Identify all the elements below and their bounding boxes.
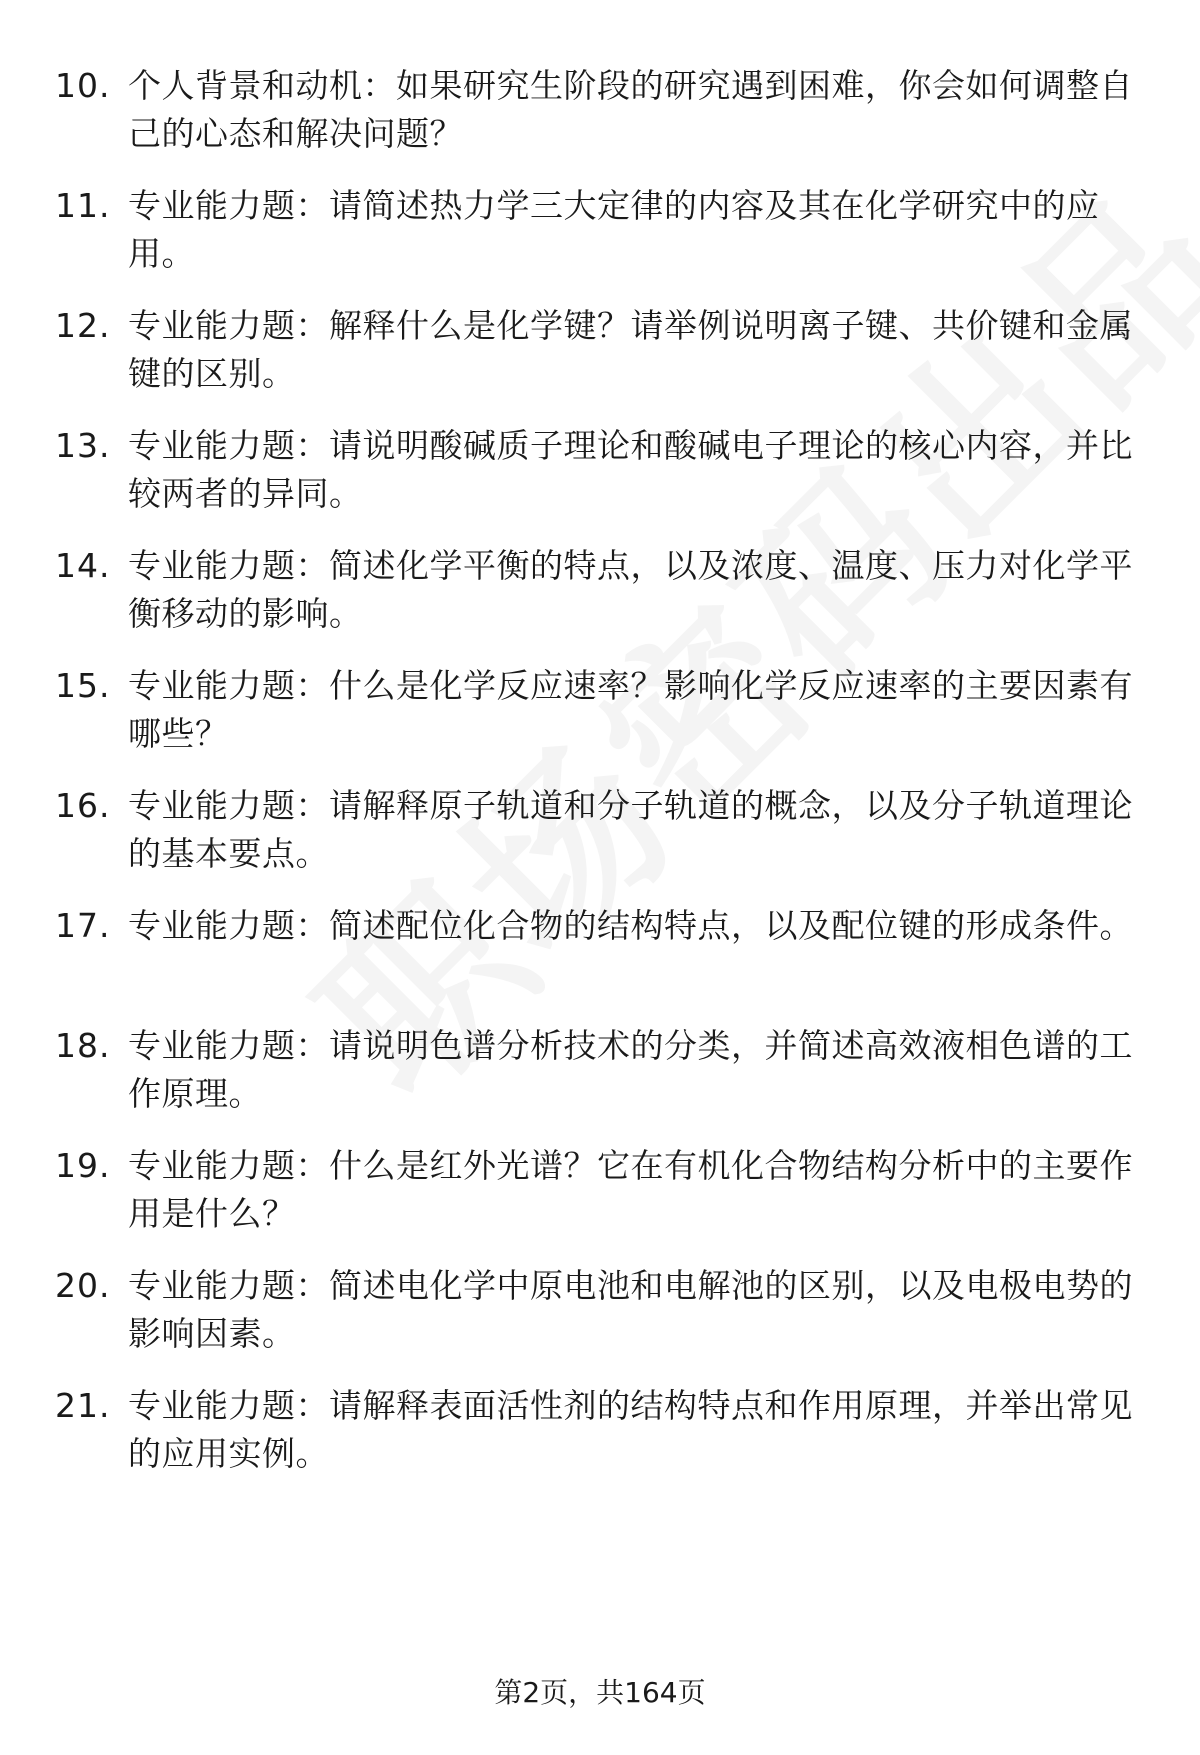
list-item (0, 182, 1200, 302)
list-item (0, 1382, 1200, 1502)
item-text: 专业能力题：什么是红外光谱？它在有机化合物结构分析中的主要作用是什么？ (128, 1146, 1133, 1233)
item-text: 专业能力题：什么是化学反应速率？影响化学反应速率的主要因素有哪些？ (128, 666, 1133, 753)
item-text: 专业能力题：请简述热力学三大定律的内容及其在化学研究中的应用。 (128, 186, 1100, 273)
list-item (0, 1022, 1200, 1142)
item-text: 专业能力题：请解释原子轨道和分子轨道的概念，以及分子轨道理论的基本要点。 (128, 786, 1133, 873)
item-text: 专业能力题：简述电化学中原电池和电解池的区别，以及电极电势的影响因素。 (128, 1266, 1133, 1353)
item-number: 14. (55, 546, 111, 585)
item-number: 18. (55, 1026, 111, 1065)
list-item (0, 542, 1200, 662)
item-text: 专业能力题：简述配位化合物的结构特点，以及配位键的形成条件。 (128, 906, 1133, 945)
item-number: 15. (55, 666, 111, 705)
list-item (0, 62, 1200, 182)
item-text: 专业能力题：请说明酸碱质子理论和酸碱电子理论的核心内容，并比较两者的异同。 (128, 426, 1133, 513)
list-item (0, 1142, 1200, 1262)
list-item (0, 782, 1200, 902)
list-item (0, 662, 1200, 782)
item-number: 20. (55, 1266, 111, 1305)
page-number: 第2页，共164页 (494, 1676, 706, 1709)
item-number: 17. (55, 906, 111, 945)
item-number: 19. (55, 1146, 111, 1185)
list-item (0, 902, 1200, 1022)
item-number: 21. (55, 1386, 111, 1425)
list-item (0, 422, 1200, 542)
item-text: 专业能力题：请说明色谱分析技术的分类，并简述高效液相色谱的工作原理。 (128, 1026, 1133, 1113)
list-item (0, 1262, 1200, 1382)
item-number: 10. (55, 66, 111, 105)
item-text: 专业能力题：解释什么是化学键？请举例说明离子键、共价键和金属键的区别。 (128, 306, 1133, 393)
list-item (0, 302, 1200, 422)
item-number: 12. (55, 306, 111, 345)
question-list (0, 62, 1200, 1502)
item-text: 个人背景和动机：如果研究生阶段的研究遇到困难，你会如何调整自己的心态和解决问题？ (128, 66, 1133, 153)
item-number: 16. (55, 786, 111, 825)
item-text: 专业能力题：请解释表面活性剂的结构特点和作用原理，并举出常见的应用实例。 (128, 1386, 1133, 1473)
item-number: 11. (55, 186, 111, 225)
item-text: 专业能力题：简述化学平衡的特点，以及浓度、温度、压力对化学平衡移动的影响。 (128, 546, 1133, 633)
item-number: 13. (55, 426, 111, 465)
